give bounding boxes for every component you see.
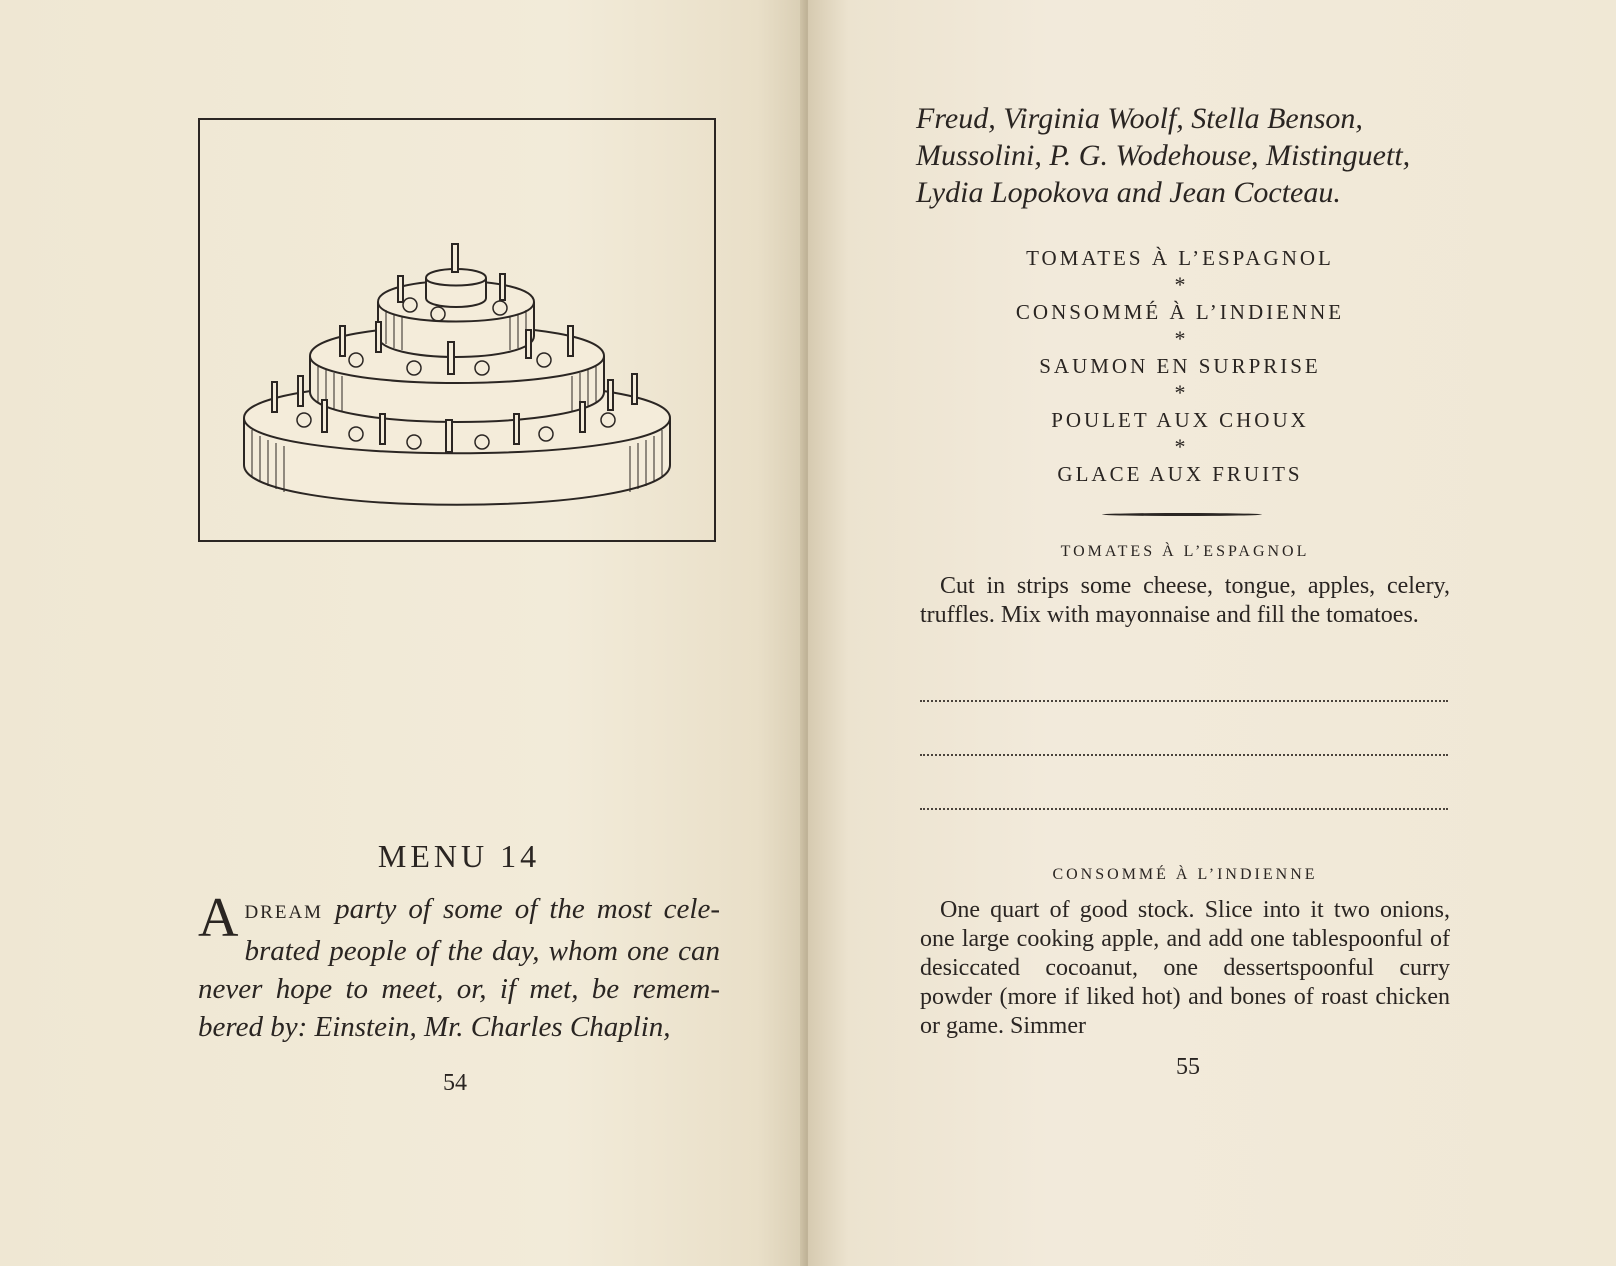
course-separator: *: [1174, 272, 1186, 297]
dotted-notes-line: [920, 754, 1448, 756]
recipe-title-tomates: TOMATES À L’ESPAGNOL: [1060, 543, 1310, 560]
section-rule: [1102, 513, 1262, 516]
course-item: POULET AUX CHOUX: [1051, 408, 1309, 432]
birthday-cake-drawing: [200, 120, 714, 540]
course-separator: *: [1174, 326, 1186, 351]
course-item: GLACE AUX FRUITS: [1057, 462, 1303, 486]
recipe-body-consomme: One quart of good stock. Slice into it two onions, one large cooking apple, and add one tablespoonful of desiccated cocoanut, one dessertspoonful curry powder (more if liked hot) and bones of roast chicken or game. Simmer: [920, 897, 1450, 1039]
intro-smallcaps: DREAM: [244, 902, 324, 923]
cake-illustration: [198, 118, 716, 542]
intro-line-3: never hope to meet, or, if met, be remem-: [198, 973, 720, 1005]
intro-line-1: party of some of the most cele-: [335, 893, 720, 925]
menu-number: 14: [500, 838, 541, 874]
course-item: TOMATES À L’ESPAGNOL: [1026, 246, 1334, 270]
course-item: CONSOMMÉ À L’INDIENNE: [1015, 300, 1345, 324]
course-separator: *: [1174, 380, 1186, 405]
recipe-body-tomates: Cut in strips some cheese, tongue, apples, celery, truffles. Mix with mayonnaise and fill the tomatoes.: [920, 573, 1450, 628]
menu-label: MENU: [377, 838, 489, 874]
guest-line-1: Freud, Virginia Woolf, Stella Benson,: [916, 102, 1363, 135]
menu-heading: [200, 838, 718, 875]
page-number-right: 55: [1176, 1054, 1200, 1080]
left-page: [0, 0, 806, 1266]
menu-course-list: [960, 246, 1400, 486]
page-number-left: 54: [443, 1070, 467, 1096]
drop-cap: A: [198, 887, 239, 949]
dotted-notes-line: [920, 808, 1448, 810]
guest-line-3: Lydia Lopokova and Jean Cocteau.: [916, 176, 1341, 209]
recipe-title-consomme: CONSOMMÉ À L’INDIENNE: [1052, 866, 1318, 883]
intro-paragraph: [198, 887, 720, 1046]
guest-list: [916, 100, 1444, 211]
course-separator: *: [1174, 434, 1186, 459]
intro-line-2: brated people of the day, whom one can: [244, 935, 720, 967]
guest-line-2: Mussolini, P. G. Wodehouse, Mistinguett,: [916, 139, 1411, 172]
intro-line-4: bered by: Einstein, Mr. Charles Chaplin,: [198, 1011, 671, 1043]
dotted-notes-line: [920, 700, 1448, 702]
course-item: SAUMON EN SURPRISE: [1039, 354, 1321, 378]
